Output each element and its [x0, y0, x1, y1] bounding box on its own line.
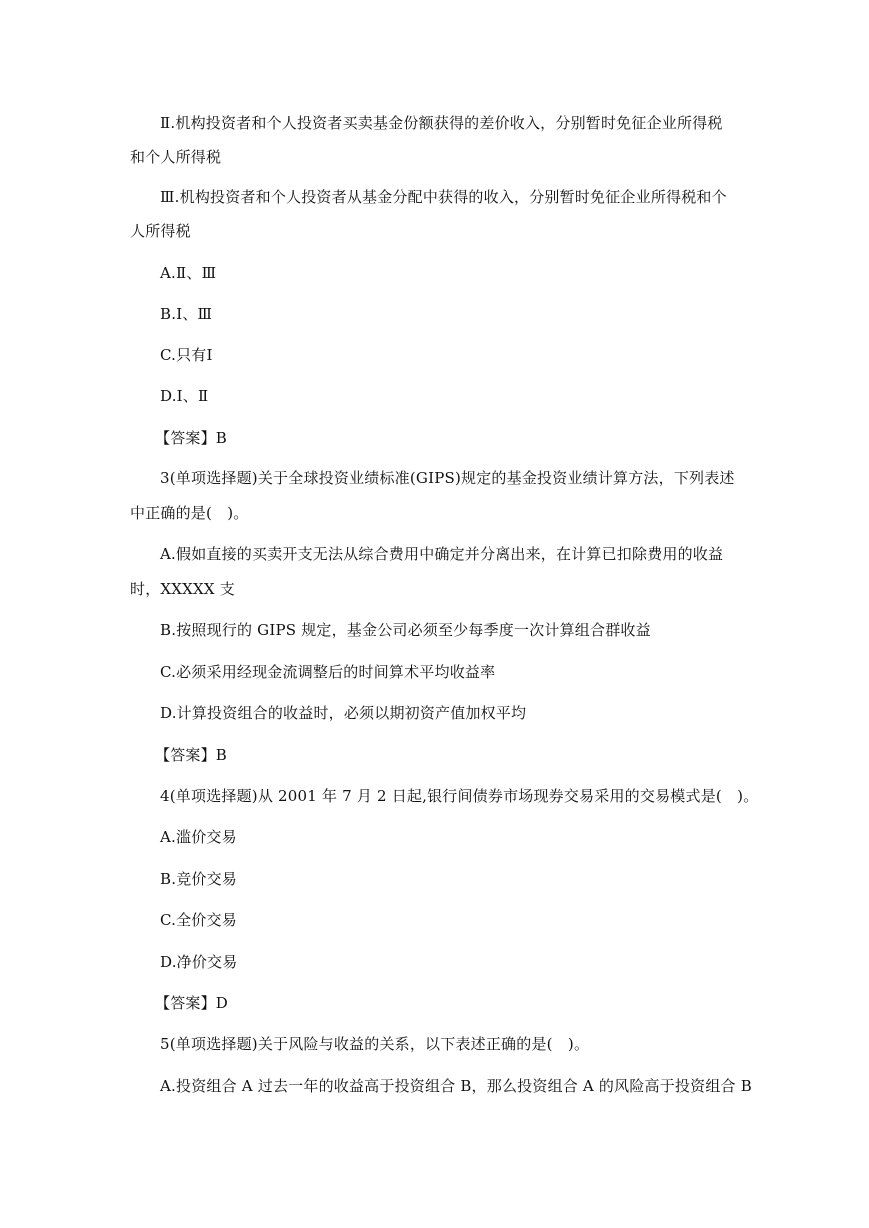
- q3-option-c: C.必须采用经现金流调整后的时间算术平均收益率: [160, 663, 496, 681]
- q2-option-b: B.Ⅰ、Ⅲ: [160, 305, 213, 323]
- q3-answer: 【答案】B: [155, 746, 228, 764]
- statement-iii-line-1: Ⅲ.机构投资者和个人投资者从基金分配中获得的收入，分别暂时免征企业所得税和个: [160, 188, 727, 206]
- q4-option-a: A.滥价交易: [160, 828, 237, 846]
- q5-stem: 5(单项选择题)关于风险与收益的关系，以下表述正确的是( )。: [160, 1035, 590, 1053]
- q2-option-d: D.Ⅰ、Ⅱ: [160, 387, 209, 405]
- q4-option-c: C.全价交易: [160, 911, 237, 929]
- q4-answer: 【答案】D: [155, 994, 229, 1012]
- q2-option-c: C.只有Ⅰ: [160, 346, 213, 364]
- q3-option-d: D.计算投资组合的收益时，必须以期初资产值加权平均: [160, 704, 527, 722]
- q4-option-b: B.竞价交易: [160, 870, 237, 888]
- q3-option-a-line-2: 时，XXXXX 支: [130, 580, 235, 598]
- statement-iii-line-2: 人所得税: [130, 222, 191, 240]
- q5-option-a: A.投资组合 A 过去一年的收益高于投资组合 B，那么投资组合 A 的风险高于投资组合 B: [160, 1077, 752, 1095]
- q2-option-a: A.Ⅱ、Ⅲ: [160, 264, 217, 282]
- q4-stem: 4(单项选择题)从 2001 年 7 月 2 日起,银行间债券市场现券交易采用的交易模式是( )。: [160, 787, 759, 805]
- statement-ii-line-2: 和个人所得税: [130, 148, 222, 166]
- q3-option-a-line-1: A.假如直接的买卖开支无法从综合费用中确定并分离出来，在计算已扣除费用的收益: [160, 545, 724, 563]
- q3-option-b: B.按照现行的 GIPS 规定，基金公司必须至少每季度一次计算组合群收益: [160, 621, 651, 639]
- statement-ii-line-1: Ⅱ.机构投资者和个人投资者买卖基金份额获得的差价收入，分别暂时免征企业所得税: [160, 114, 723, 132]
- q3-stem-line-1: 3(单项选择题)关于全球投资业绩标准(GIPS)规定的基金投资业绩计算方法，下列表述: [160, 469, 735, 487]
- q2-answer: 【答案】B: [155, 429, 228, 447]
- q4-option-d: D.净价交易: [160, 953, 238, 971]
- q3-stem-line-2: 中正确的是( )。: [130, 504, 249, 522]
